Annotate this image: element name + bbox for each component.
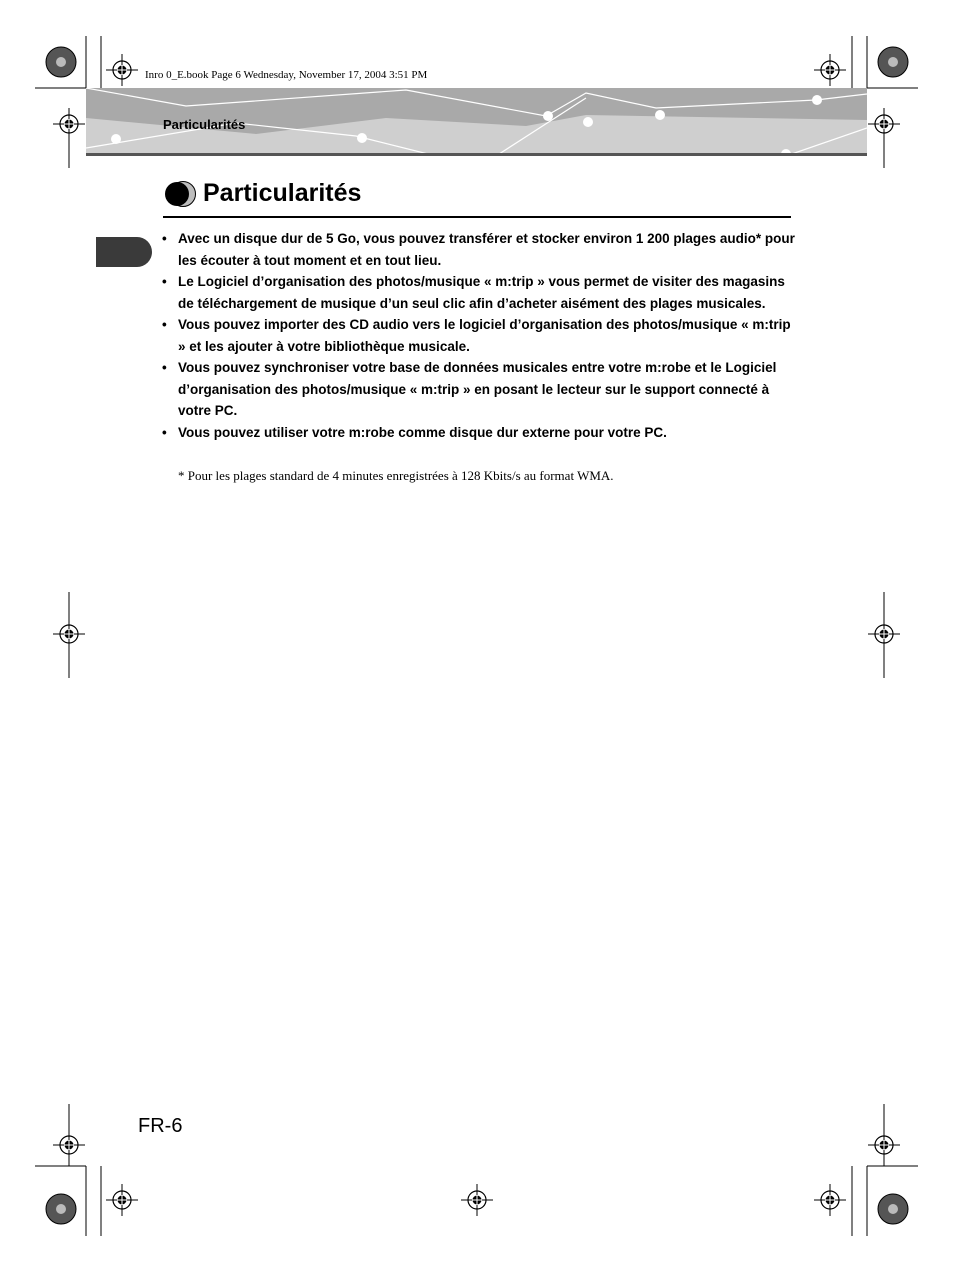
list-item bbox=[160, 314, 800, 357]
list-item-text: Avec un disque dur de 5 Go, vous pouvez transférer et stocker environ 1 200 plages audio* pour les écouter à tout moment et en tout lieu. bbox=[178, 231, 795, 268]
list-item bbox=[160, 271, 800, 314]
bullet-symbol: • bbox=[162, 274, 167, 289]
list-item bbox=[160, 357, 800, 422]
list-item-text: Vous pouvez importer des CD audio vers le logiciel d’organisation des photos/musique « m:trip » et les ajouter à votre bibliothèque musicale. bbox=[178, 317, 791, 354]
side-chapter-tab bbox=[96, 237, 152, 267]
footnote: * Pour les plages standard de 4 minutes enregistrées à 128 Kbits/s au format WMA. bbox=[178, 468, 614, 483]
page-title: Particularités bbox=[203, 179, 362, 207]
list-item-text: Vous pouvez utiliser votre m:robe comme disque dur externe pour votre PC. bbox=[178, 424, 667, 440]
page-number: FR-6 bbox=[138, 1115, 183, 1137]
bullet-symbol: • bbox=[162, 360, 167, 375]
list-item bbox=[160, 422, 800, 444]
double-circle-icon bbox=[163, 180, 199, 208]
feature-list bbox=[160, 228, 800, 443]
title-block bbox=[163, 176, 791, 218]
bullet-symbol: • bbox=[162, 317, 167, 332]
bullet-symbol: • bbox=[162, 424, 167, 440]
print-info-line: Inro 0_E.book Page 6 Wednesday, November 17, 2004 3:51 PM bbox=[145, 69, 428, 81]
bullet-symbol: • bbox=[162, 231, 167, 246]
list-item-text: Vous pouvez synchroniser votre base de données musicales entre votre m:robe et le Logiciel d’organisation des photos/musique « m:trip » en posant le lecteur sur le support connecté à votre PC. bbox=[178, 360, 777, 418]
list-item bbox=[160, 228, 800, 271]
list-item-text: Le Logiciel d’organisation des photos/musique « m:trip » vous permet de visiter des magasins de téléchargement de musique d’un seul clic afin d’acheter aisément des plages musicales. bbox=[178, 274, 785, 311]
header-section-label: Particularités bbox=[163, 117, 246, 132]
